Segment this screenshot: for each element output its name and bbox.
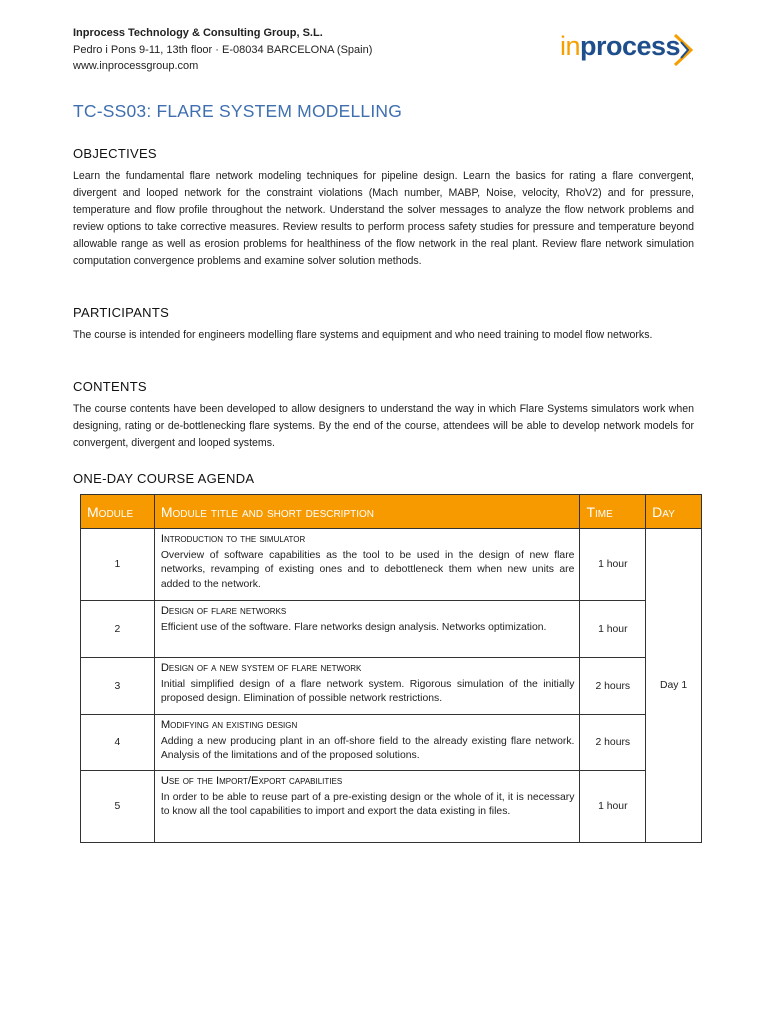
logo-wordmark: inprocess [560,31,681,61]
header-module: Module [81,495,155,529]
module-description: Efficient use of the software. Flare networks design analysis. Networks optimization. [160,621,547,633]
table-row [81,715,702,771]
module-time: 2 hours [580,715,646,771]
inprocess-logo [560,30,700,70]
module-day: Day 1 [646,529,702,843]
module-time: 1 hour [580,529,646,601]
module-title: Introduction to the simulator [160,533,306,545]
module-title: Modifying an existing design [160,719,298,731]
module-cell [154,658,580,715]
participants-heading: PARTICIPANTS [73,305,170,320]
module-time: 2 hours [580,658,646,715]
module-title: Design of a new system of flare network [160,662,362,674]
module-number: 3 [81,658,155,715]
objectives-text: Learn the fundamental flare network modeling techniques for pipeline design. Learn the basics for rating a flare convergent, divergent and looped network for the constraint violations (Mach number, MABP, Noise, velocity, RhoV2) and for pressure, temperature and flow profile throughout the network. Understand the solver messages to analyze the flow network problems and review options to take corrective measures. Review results to perform process safety studies for pressure and temperature beyond allowable range as well as erosion problems for healthiness of the flow network in the real plant. Review flare network simulation computation convergence problems and examine solver solution methods. [73,170,694,267]
module-description: Adding a new producing plant in an off-shore field to the already existing flare network. Analysis of the limitations and of the proposed solutions. [160,735,575,761]
module-time: 1 hour [580,601,646,658]
company-website[interactable]: www.inprocessgroup.com [73,60,199,72]
document-title: TC-SS03: FLARE SYSTEM MODELLING [73,101,403,121]
table-row [81,529,702,601]
table-row [81,658,702,715]
module-title: Use of the Import/Export capabilities [160,775,343,787]
agenda-heading: ONE-DAY COURSE AGENDA [73,471,255,486]
company-info [73,25,372,75]
module-cell [154,715,580,771]
module-description: Initial simplified design of a flare network system. Rigorous simulation of the initially proposed design. Elimination of possible network restrictions. [160,678,575,704]
company-name: Inprocess Technology & Consulting Group, S.L. [73,27,323,39]
contents-text: The course contents have been developed to allow designers to understand the way in which Flare Systems simulators work when designing, rating or de-bottlenecking flare systems. By the end of the course, attendees will be able to develop network models for convergent, divergent and looped systems. [73,403,694,449]
agenda-table [80,494,702,843]
contents-heading: CONTENTS [73,379,147,394]
module-description: Overview of software capabilities as the tool to be used in the design of new flare networks, revamping of existing ones and to debottleneck them when new units are added to the network. [160,549,575,590]
module-number: 1 [81,529,155,601]
header-day: Day [646,495,702,529]
module-cell [154,529,580,601]
module-title: Design of flare networks [160,605,287,617]
agenda-header-row [81,495,702,529]
participants-text: The course is intended for engineers modelling flare systems and equipment and who need training to model flow networks. [73,329,653,341]
module-cell [154,601,580,658]
objectives-heading: OBJECTIVES [73,146,157,161]
logo-arrow-icon [673,32,695,68]
company-address: Pedro i Pons 9-11, 13th floor · E-08034 BARCELONA (Spain) [73,43,373,56]
module-description: In order to be able to reuse part of a pre-existing design or the whole of it, it is necessary to know all the tool capabilities to import and export the data existing in files. [160,791,575,817]
table-row [81,601,702,658]
table-row [81,771,702,843]
module-number: 4 [81,715,155,771]
module-time: 1 hour [580,771,646,843]
header-time: Time [580,495,646,529]
module-number: 5 [81,771,155,843]
module-number: 2 [81,601,155,658]
module-cell [154,771,580,843]
header-title: Module title and short description [154,495,580,529]
